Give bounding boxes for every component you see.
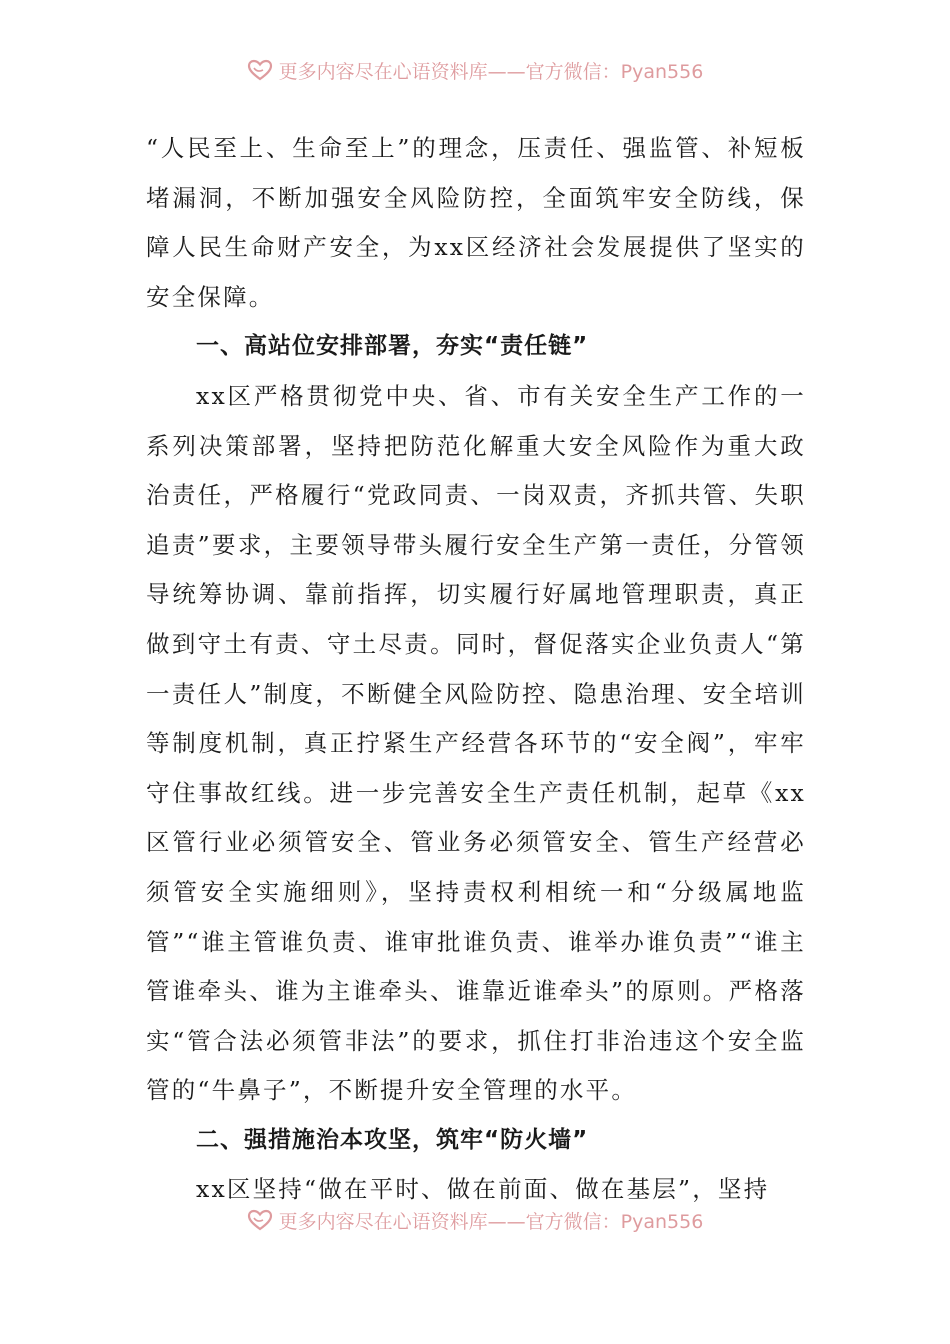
watermark-text: 更多内容尽在心语资料库——官方微信：Pyan556: [278, 1210, 704, 1233]
paragraph-section-2: xx区坚持“做在平时、做在前面、做在基层”，坚持: [196, 1175, 770, 1204]
footer-watermark: [0, 1206, 950, 1234]
heart-logo-icon: [247, 59, 273, 81]
watermark-text: 更多内容尽在心语资料库——官方微信：Pyan556: [278, 60, 704, 83]
paragraph-intro-continuation: “人民至上、生命至上”的理念，压责任、强监管、补短板堵漏洞，不断加强安全风险防控，全面筑牢安全防线，保障人民生命财产安全，为xx区经济社会发展提供了坚实的安全保障。: [146, 134, 806, 311]
section-heading-2: 二、强措施治本攻坚，筑牢“防火墙”: [196, 1126, 589, 1153]
paragraph-section-1: xx区严格贯彻党中央、省、市有关安全生产工作的一系列决策部署，坚持把防范化解重大安全风险作为重大政治责任，严格履行“党政同责、一岗双责，齐抓共管、失职追责”要求，主要领导带头履行安全生产第一责任，分管领导统筹协调、靠前指挥，切实履行好属地管理职责，真正做到守土有责、守土尽责。同时，督促落实企业负责人“第一责任人”制度，不断健全风险防控、隐患治理、安全培训等制度机制，真正拧紧生产经营各环节的“安全阀”，牢牢守住事故红线。进一步完善安全生产责任机制，起草《xx区管行业必须管安全、管业务必须管安全、管生产经营必须管安全实施细则》，坚持责权利相统一和“分级属地监管”“谁主管谁负责、谁审批谁负责、谁举办谁负责”“谁主管谁牵头、谁为主谁牵头、谁靠近谁牵头”的原则。严格落实“管合法必须管非法”的要求，抓住打非治违这个安全监管的“牛鼻子”，不断提升安全管理的水平。: [146, 381, 806, 1105]
section-heading-1: 一、高站位安排部署，夯实“责任链”: [196, 333, 589, 360]
document-body: [146, 124, 806, 1215]
heart-logo-icon: [247, 1209, 273, 1231]
header-watermark: [0, 56, 950, 84]
